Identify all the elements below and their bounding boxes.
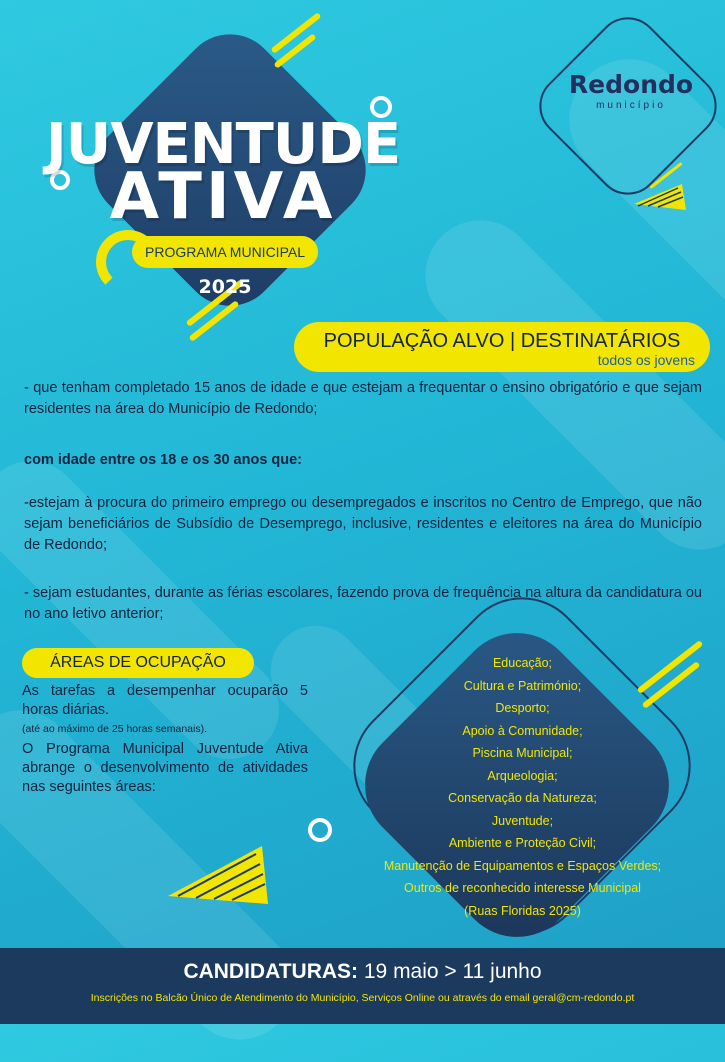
list-item: Desporto; — [495, 701, 550, 715]
applications-label: CANDIDATURAS: — [183, 960, 359, 983]
title-line-2: ATIVA — [109, 160, 337, 234]
list-item: Conservação da Natureza; — [448, 791, 597, 805]
eligibility-paragraph-3: - sejam estudantes, durante as férias escolares, fazendo prova de frequência na altura da candidatura ou no ano letivo anterior; — [24, 585, 702, 622]
list-item: Apoio à Comunidade; — [462, 723, 583, 738]
age-range-heading: com idade entre os 18 e os 30 anos que: — [24, 452, 303, 468]
hours-text: As tarefas a desempenhar ocuparão 5 horas diárias. — [22, 683, 308, 718]
municipality-logo: Redondo — [568, 70, 694, 99]
eligibility-paragraph-1: - que tenham completado 15 anos de idade e que estejam a frequentar o ensino obrigatório e que sejam residentes na área do Município de Redondo; — [24, 380, 702, 417]
list-item: Juventude; — [491, 813, 554, 828]
list-item: Outros de reconhecido interesse Municipal — [404, 881, 641, 895]
municipality-logo-subtitle: município — [596, 100, 666, 111]
yellow-line-decoration — [273, 33, 316, 69]
target-population-subtitle: todos os jovens — [597, 352, 695, 368]
list-item: Cultura e Património; — [463, 678, 582, 693]
yellow-triangle-decoration — [168, 838, 272, 908]
list-item: Ambiente e Proteção Civil; — [448, 836, 597, 850]
program-year: 2025 — [198, 276, 252, 298]
title-line-1: JUVENTUDE — [45, 112, 401, 177]
hours-note: (até ao máximo de 25 horas semanais). — [22, 723, 208, 735]
circle-decoration — [308, 818, 332, 842]
eligibility-paragraph-2: -estejam à procura do primeiro emprego ou desempregados e inscritos no Centro de Emprego, que não sejam beneficiários de Subsídio de Desemprego, inclusive, residentes e eleitores na área do Município de Redondo; — [24, 495, 702, 553]
list-item: (Ruas Floridas 2025) — [464, 903, 581, 918]
program-badge: PROGRAMA MUNICIPAL — [132, 236, 318, 268]
list-item: Arqueologia; — [487, 768, 558, 783]
list-item: Piscina Municipal; — [472, 746, 573, 760]
applications-period — [0, 960, 725, 984]
target-population-title: POPULAÇÃO ALVO | DESTINATÁRIOS — [323, 330, 681, 352]
registration-info: Inscrições no Balcão Único de Atendimento do Município, Serviços Online ou através do email geral@cm-redondo.pt — [90, 992, 635, 1004]
applications-dates: 19 maio > 11 junho — [363, 960, 542, 983]
program-scope-text: O Programa Municipal Juventude Ativa abrange o desenvolvimento de atividades nas seguintes áreas: — [22, 741, 308, 795]
list-item: Manutenção de Equipamentos e Espaços Verdes; — [383, 858, 662, 873]
list-item: Educação; — [492, 656, 553, 670]
areas-heading: ÁREAS DE OCUPAÇÃO — [22, 648, 254, 678]
yellow-triangle-decoration — [634, 176, 690, 212]
areas-list — [360, 652, 685, 922]
